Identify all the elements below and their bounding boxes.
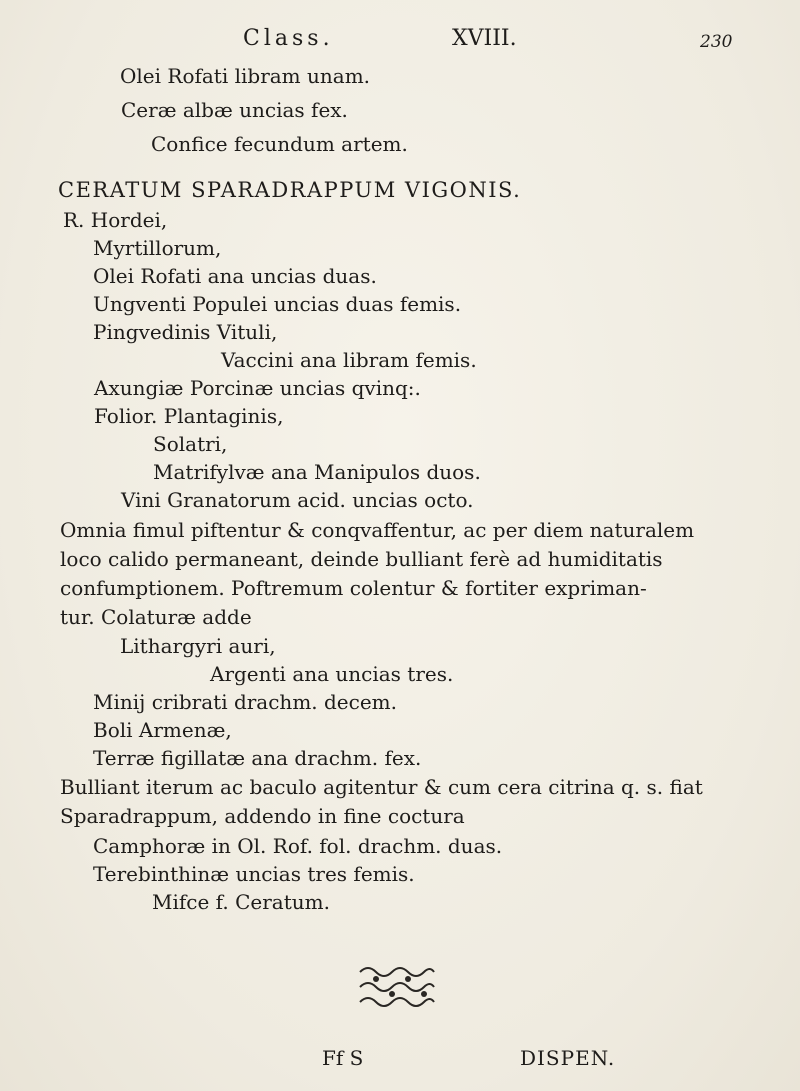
text-line-21: Argenti ana uncias tres. [210,662,454,686]
paragraph-line-2: loco calido permaneant, deinde bulliant ferè ad humiditatis [60,547,663,571]
printer-ornament-icon [352,962,442,1012]
text-line-5: R. Hordei, [63,208,168,232]
text-line-27: Camphoræ in Ol. Rof. fol. drachm. duas. [93,834,503,858]
paragraph-line-3: confumptionem. Poftremum colentur & fortiter expriman- [60,576,647,600]
text-line-24: Terræ figillatæ ana drachm. fex. [93,746,422,770]
text-line-9: Pingvedinis Vituli, [93,320,278,344]
text-line-10: Vaccini ana libram femis. [221,348,477,372]
paragraph-line-1 [60,520,730,540]
running-head-number: XVIII. [452,26,517,51]
text-line-3: Confice fecundum artem. [151,132,408,156]
paragraph-line-6 [60,806,465,826]
text-line-1: Olei Rofati libram unam. [120,64,371,88]
paragraph-line-5: Bulliant iterum ac baculo agitentur & cum cera citrina q. s. fiat [60,775,703,799]
text-line-8: Ungventi Populei uncias duas femis. [93,292,462,316]
text-line-12: Folior. Plantaginis, [94,404,284,428]
text-line-28: Terebinthinæ uncias tres femis. [93,862,415,886]
recipe-title: CERATUM SPARADRAPPUM VIGONIS. [58,178,522,202]
text-line-13: Solatri, [153,432,228,456]
text-line-2: Ceræ albæ uncias fex. [121,98,348,122]
text-line-22: Minij cribrati drachm. decem. [93,690,397,714]
text-line-29: Mifce f. Ceratum. [152,890,330,914]
text-line-14: Matrifylvæ ana Manipulos duos. [153,460,481,484]
running-head-class: Class. [243,26,334,51]
text-line-7: Olei Rofati ana uncias duas. [93,264,377,288]
text-line-23: Boli Armenæ, [93,718,232,742]
paragraph-line-4: tur. Colaturæ adde [60,605,252,629]
paragraph-text: Omnia fimul piftentur & conqvaffentur, ac per diem naturalem [60,518,695,542]
catchword: DISPEN. [520,1046,616,1070]
text-line-6: Myrtillorum, [93,236,222,260]
page-number: 230 [700,32,733,52]
text-line-11: Axungiæ Porcinæ uncias qvinq:. [94,376,421,400]
sparadrappum-text: Sparadrappum, addendo in fine coctura [60,804,465,828]
signature-mark: Ff S [322,1046,364,1070]
text-line-20: Lithargyri auri, [120,634,276,658]
text-line-15: Vini Granatorum acid. uncias octo. [121,488,474,512]
